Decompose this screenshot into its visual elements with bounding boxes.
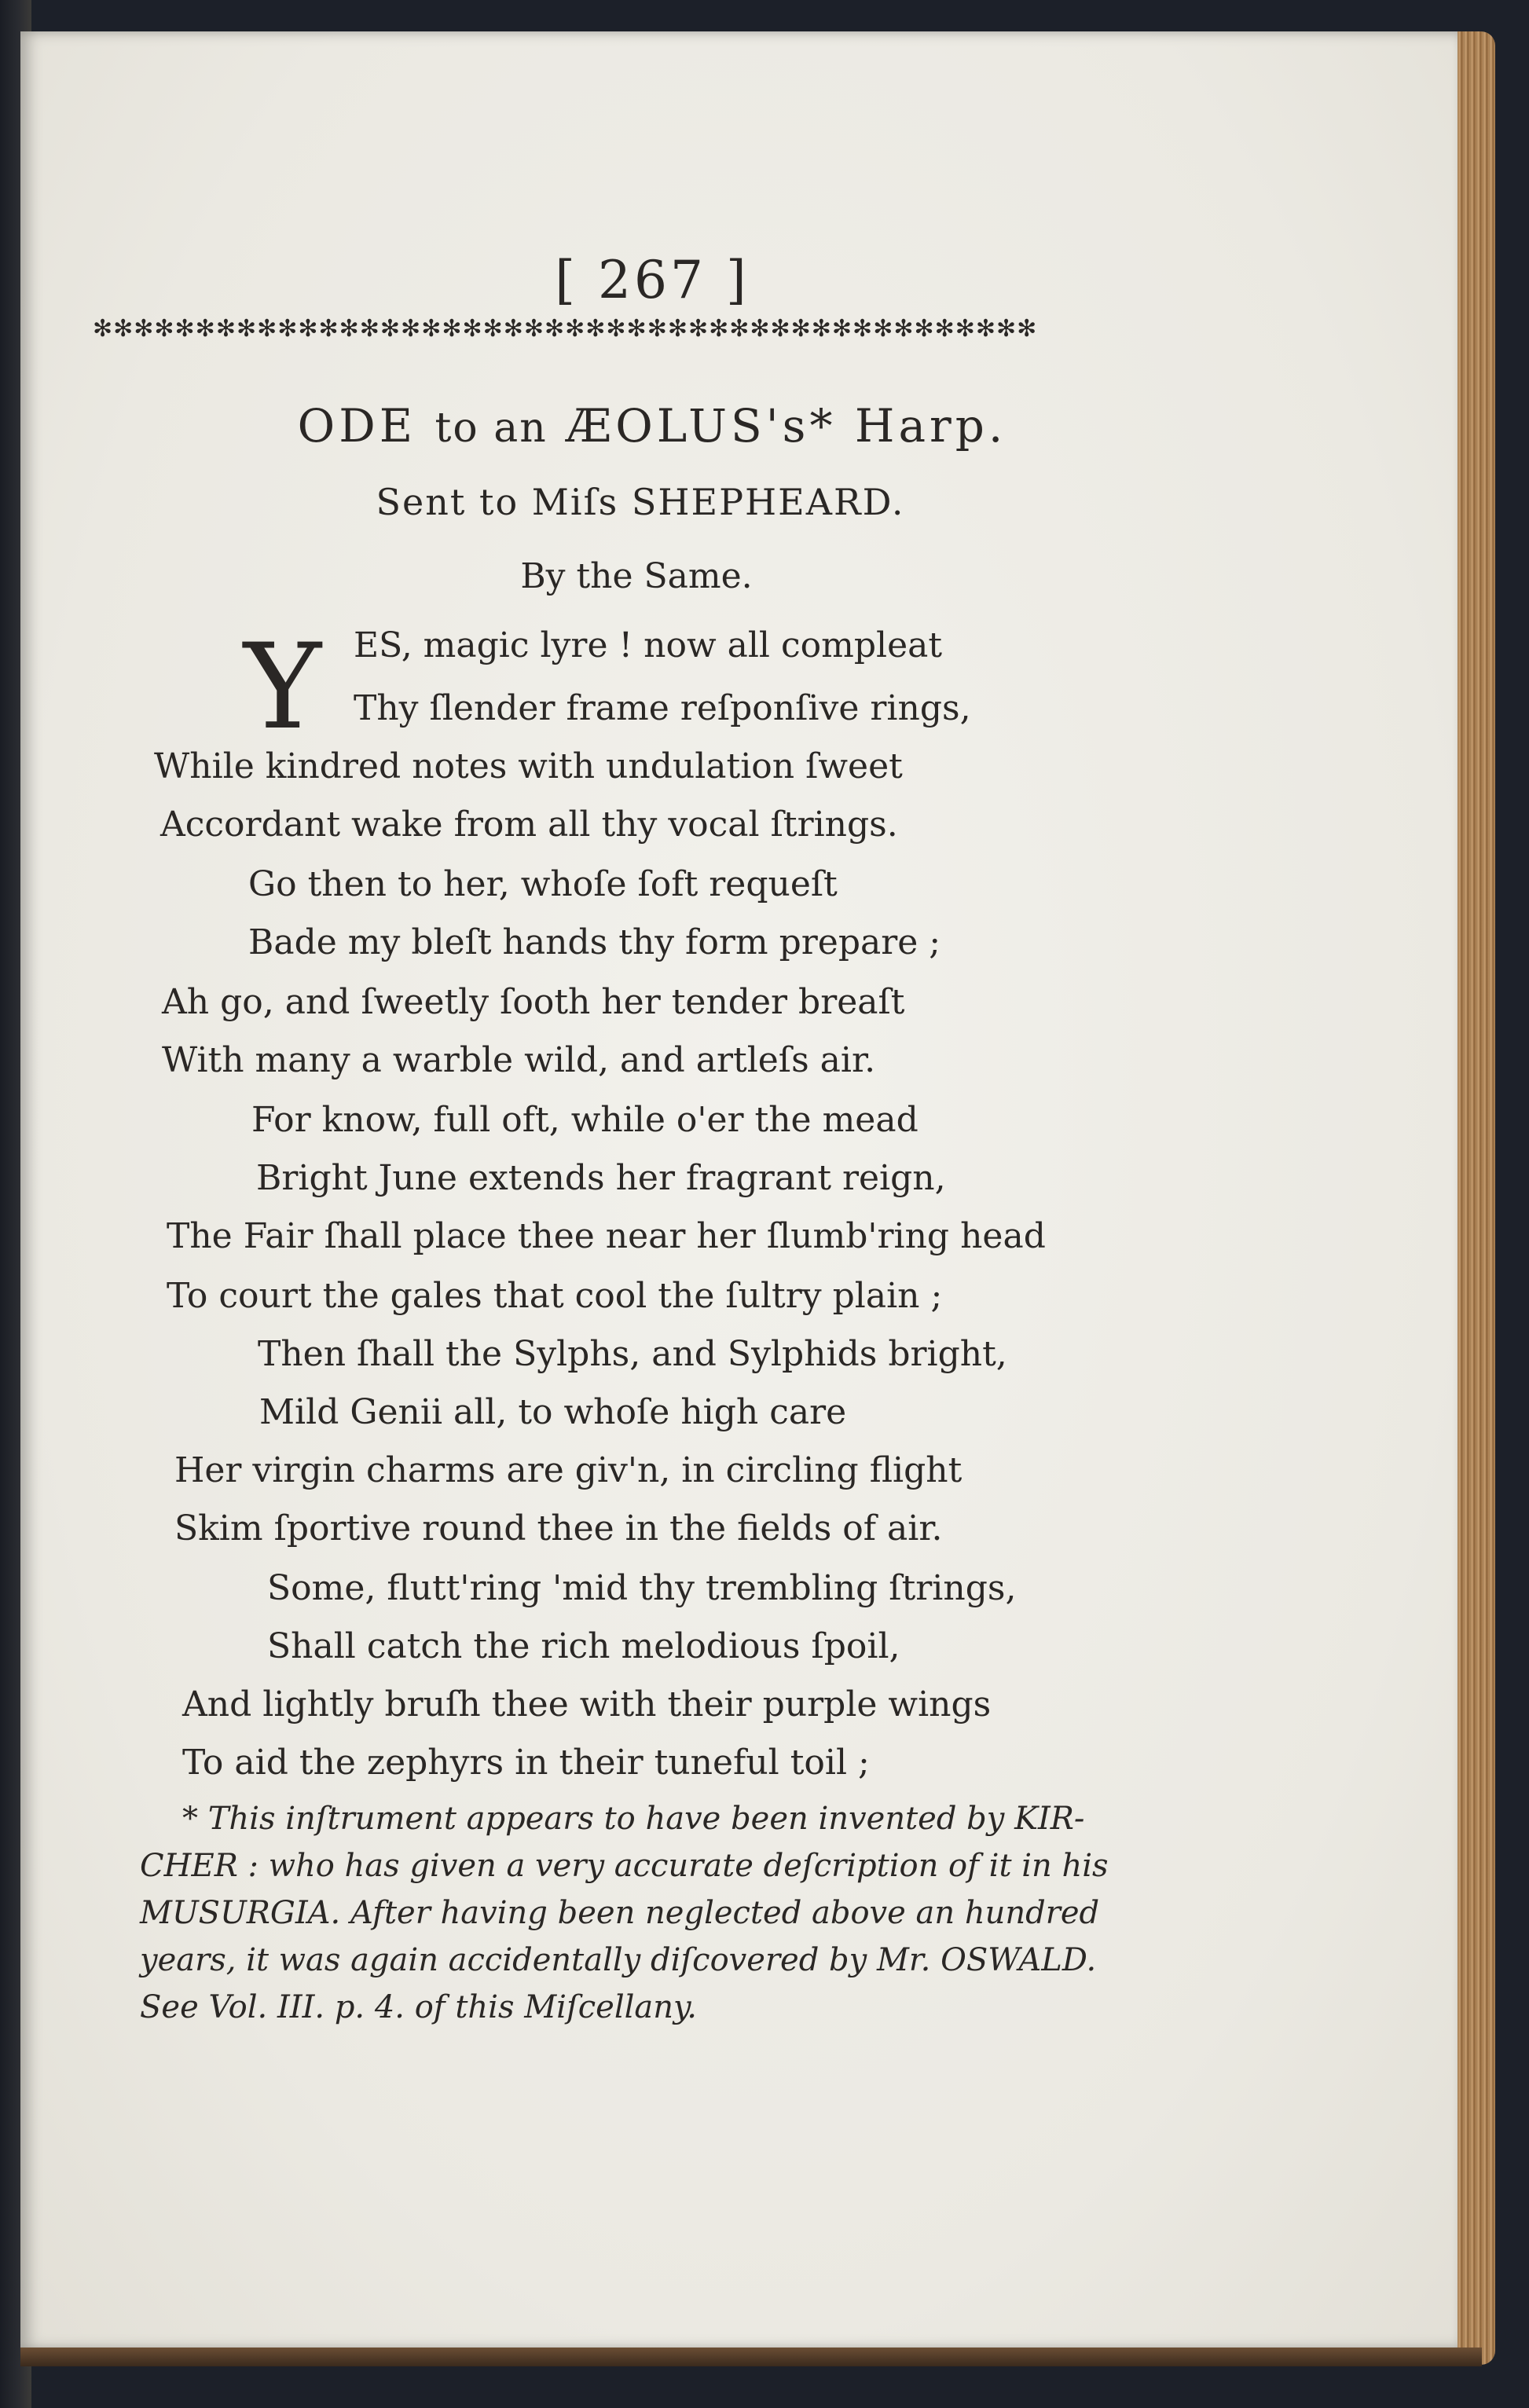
verse-line: Shall catch the rich melodious ſpoil, xyxy=(267,1626,900,1666)
poem-subtitle: Sent to Miſs SHEPHEARD. xyxy=(376,481,905,523)
verse-line: To court the gales that cool the ſultry plain ; xyxy=(167,1276,943,1316)
footnote-line: years, it was again accidentally diſcovered by Mr. OSWALD. xyxy=(140,1942,1097,1978)
poem-title xyxy=(0,399,1304,453)
verse-line: Some, flutt'ring 'mid thy trembling ſtrings, xyxy=(267,1568,1017,1608)
title-small: to an xyxy=(434,405,548,452)
verse-line: Then ſhall the Sylphs, and Sylphids bright, xyxy=(258,1334,1007,1374)
verse-line: Bade my bleſt hands thy form prepare ; xyxy=(248,922,941,962)
page-number: [ 267 ] xyxy=(555,250,750,310)
verse-line: The Fair ſhall place thee near her ſlumb'ring head xyxy=(167,1216,1046,1256)
verse-line: To aid the zephyrs in their tuneful toil ; xyxy=(182,1743,870,1783)
page-bottom-edge xyxy=(20,2348,1482,2366)
footnote-mark: * xyxy=(809,399,837,453)
verse-line: Accordant wake from all thy vocal ſtrings. xyxy=(160,804,898,845)
verse-line: And lightly bruſh thee with their purple wings xyxy=(182,1684,992,1724)
verse-line: Her virgin charms are giv'n, in circling flight xyxy=(174,1450,962,1490)
title-prefix: ODE xyxy=(297,399,417,453)
verse-line: Mild Genii all, to whoſe high care xyxy=(259,1392,847,1432)
verse-line: Thy ſlender frame reſponſive rings, xyxy=(354,688,971,728)
page-fore-edge xyxy=(1458,31,1495,2365)
verse-line: Go then to her, whoſe ſoft requeſt xyxy=(248,864,838,904)
poem-byline: By the Same. xyxy=(520,556,753,596)
footnote-line: * This inſtrument appears to have been invented by KIR- xyxy=(182,1801,1085,1837)
drop-cap: Y xyxy=(244,619,322,756)
verse-line: ES, magic lyre ! now all compleat xyxy=(354,625,943,665)
verse-line: For know, full oft, while o'er the mead xyxy=(251,1100,918,1140)
footnote-line: MUSURGIA. After having been neglected above an hundred xyxy=(140,1895,1100,1931)
title-suffix: Harp. xyxy=(854,399,1007,453)
verse-line: With many a warble wild, and artleſs air. xyxy=(162,1040,876,1080)
footnote-line: CHER : who has given a very accurate deſcription of it in his xyxy=(140,1848,1109,1884)
verse-line: While kindred notes with undulation ſweet xyxy=(154,746,903,786)
verse-line: Bright June extends her fragrant reign, xyxy=(256,1158,946,1198)
verse-line: Skim ſportive round thee in the fields of air. xyxy=(174,1508,943,1549)
footnote-line: See Vol. III. p. 4. of this Miſcellany. xyxy=(140,1989,698,2025)
title-main: ÆOLUS's xyxy=(566,399,810,453)
ornamental-rule: ✻✻✻✻✻✻✻✻✻✻✻✻✻✻✻✻✻✻✻✻✻✻✻✻✻✻✻✻✻✻✻✻✻✻✻✻✻✻✻✻✻✻✻✻✻✻ xyxy=(93,317,1038,341)
verse-line: Ah go, and ſweetly ſooth her tender breaſt xyxy=(162,982,905,1022)
